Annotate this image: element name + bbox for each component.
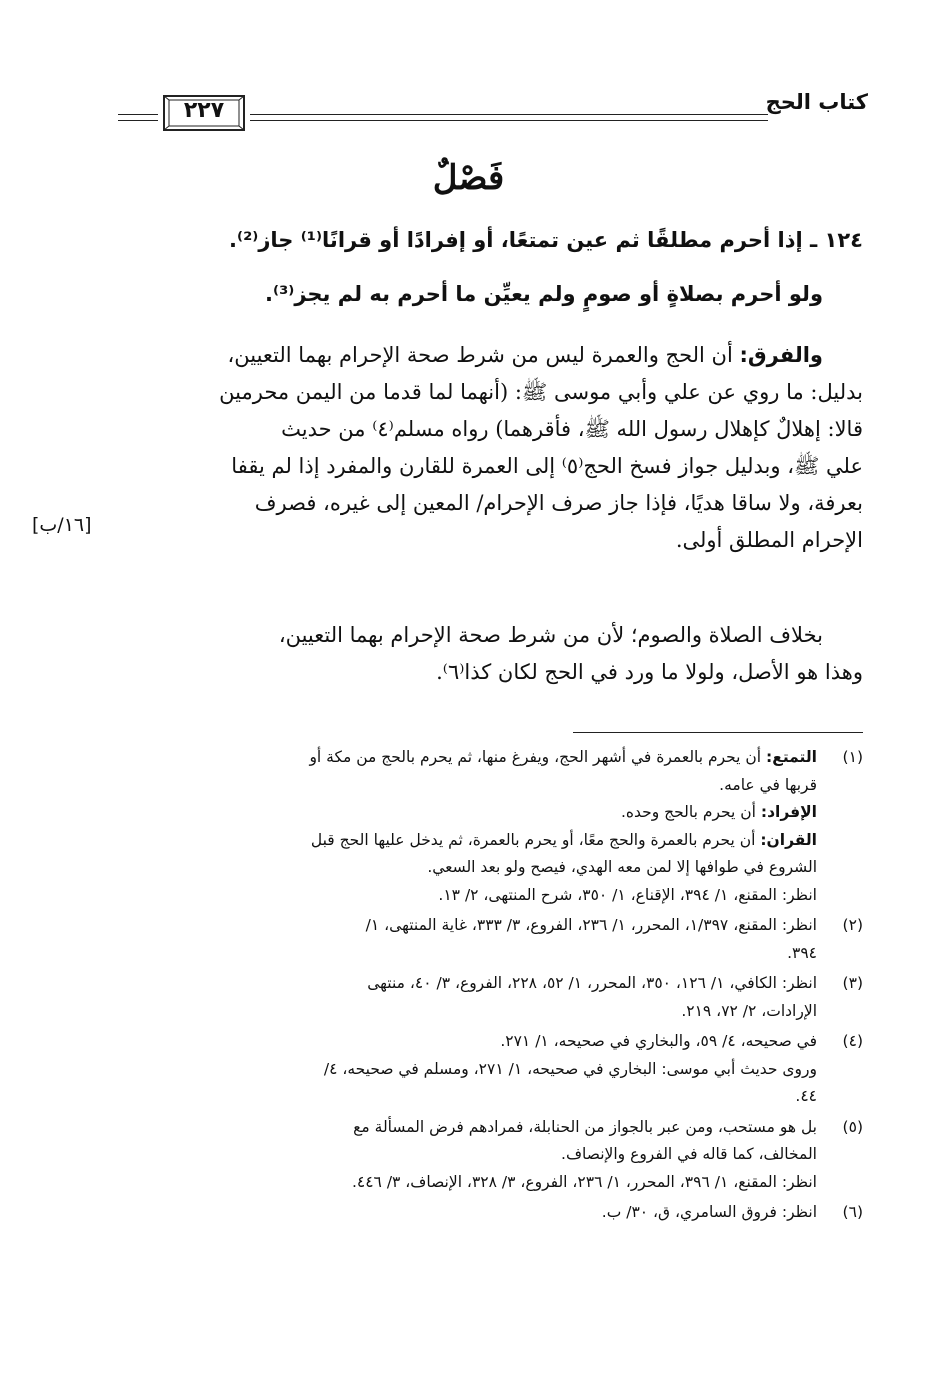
header-rule-left bbox=[118, 114, 158, 121]
paragraph-line: قالا: إهلالٌ كإهلال رسول الله ﷺ، فأقرهما) رواه مسلم⁽٤⁾ من حديث bbox=[281, 417, 863, 441]
footnote-line: قربها في عامه. bbox=[719, 775, 817, 794]
footnote-line: انظر: الكافي، ١/ ١٢٦، ٣٥٠، المحرر، ١/ ٥٢، ٢٢٨، الفروع، ٣/ ٤٠، منتهى bbox=[367, 974, 817, 992]
footnote-separator bbox=[573, 732, 863, 733]
footnote-text: أن يحرم بالحج وحده. bbox=[620, 803, 761, 821]
paragraph-difference bbox=[118, 337, 863, 559]
footnote-line: انظر: المقنع، ١/ ٣٩٦، المحرر، ١/ ٢٣٦، الفروع، ٣/ ٣٢٨، الإنصاف، ٣/ ٤٤٦. bbox=[351, 1172, 817, 1191]
footnote-line bbox=[118, 799, 817, 827]
footnote-line bbox=[118, 744, 817, 772]
footnote-5 bbox=[118, 1114, 863, 1197]
book-title: كتاب الحج bbox=[765, 90, 868, 114]
paragraph-line: وهذا هو الأصل، ولولا ما ورد في الحج لكان كذا⁽٦⁾. bbox=[436, 660, 863, 684]
footnote-line: وروى حديث أبي موسى: البخاري في صحيحه، ١/ ٢٧١، ومسلم في صحيحه، ٤/ bbox=[323, 1059, 817, 1078]
footnote-3 bbox=[118, 970, 863, 1025]
footnote-line: انظر: المقنع، ١/٣٩٧، المحرر، ١/ ٢٣٦، الفروع، ٣/ ٣٣٣، غاية المنتهى، ١/ bbox=[365, 916, 817, 934]
footnotes bbox=[118, 744, 863, 1230]
rule-line-1: ١٢٤ ـ إذا أحرم مطلقًا ثم عين تمتعًا، أو إفرادًا أو قرانًا⁽¹⁾ جاز⁽²⁾. bbox=[229, 228, 863, 252]
paragraph-line: بخلاف الصلاة والصوم؛ لأن من شرط صحة الإحرام بهما التعيين، bbox=[278, 623, 823, 647]
rule-line-2: ولو أحرم بصلاةٍ أو صومٍ ولم يعيِّن ما أحرم به لم يجز⁽³⁾. bbox=[265, 282, 823, 306]
footnote-text: أن يحرم بالعمرة والحج معًا، أو يحرم بالعمرة، ثم يدخل عليها الحج قبل bbox=[310, 830, 761, 849]
footnote-number: (٣) bbox=[842, 974, 863, 992]
footnote-line: الشروع في طوافها إلا لمن معه الهدي، فيصح ولو بعد السعي. bbox=[427, 858, 817, 876]
footnote-line: المخالف، كما قاله في الفروع والإنصاف. bbox=[561, 1145, 817, 1163]
footnote-line: انظر: المقنع، ١/ ٣٩٤، الإقناع، ١/ ٣٥٠، شرح المنتهى، ٢/ ١٣. bbox=[438, 885, 817, 904]
running-header bbox=[118, 88, 868, 132]
footnote-term: القران: bbox=[760, 830, 817, 849]
header-rule bbox=[250, 114, 768, 121]
paragraph-line: بعرفة، ولا ساقا هديًا، فإذا جاز صرف الإحرام/ المعين إلى غيره، فصرف bbox=[254, 491, 863, 515]
footnote-line: بل هو مستحب، ومن عبر بالجواز من الحنابلة، فمرادهم فرض المسألة مع bbox=[353, 1117, 817, 1136]
section-title: فَصْلٌ bbox=[432, 158, 505, 198]
footnote-number: (٦) bbox=[842, 1203, 863, 1221]
footnote-line bbox=[118, 827, 817, 855]
footnote-number: (٤) bbox=[842, 1032, 863, 1050]
footnote-text: أن يحرم بالعمرة في أشهر الحج، ويفرغ منها، ثم يحرم بالحج من مكة أو bbox=[309, 748, 767, 766]
paragraph-lead: والفرق: bbox=[739, 343, 823, 367]
rule-text bbox=[118, 222, 863, 259]
footnote-number: (٢) bbox=[842, 916, 863, 934]
footnote-4 bbox=[118, 1028, 863, 1111]
footnote-term: التمتع: bbox=[766, 748, 817, 766]
paragraph-line: علي ﷺ، وبدليل جواز فسخ الحج⁽٥⁾ إلى العمرة للقارن والمفرد إذا لم يقفا bbox=[231, 454, 863, 478]
footnote-2 bbox=[118, 912, 863, 967]
footnote-term: الإفراد: bbox=[760, 803, 817, 821]
footnote-line: انظر: فروق السامري، ق، ٣٠/ ب. bbox=[601, 1203, 817, 1221]
footnote-number: (٥) bbox=[842, 1117, 863, 1136]
footnote-6 bbox=[118, 1199, 863, 1227]
paragraph-contrast bbox=[118, 617, 863, 691]
footnote-line: ٤٤. bbox=[795, 1087, 817, 1105]
footnote-1 bbox=[118, 744, 863, 909]
footnote-line: الإرادات، ٢/ ٧٢، ٢١٩. bbox=[681, 1001, 817, 1020]
page-number: ٢٢٧ bbox=[183, 98, 225, 123]
paragraph-line-text: أن الحج والعمرة ليس من شرط صحة الإحرام بهما التعيين، bbox=[227, 343, 733, 367]
paragraph-line: الإحرام المطلق أولى. bbox=[675, 528, 863, 552]
footnote-line: في صحيحه، ٤/ ٥٩، والبخاري في صحيحه، ١/ ٢٧١. bbox=[500, 1032, 817, 1050]
footnote-line: ٣٩٤. bbox=[787, 943, 817, 962]
footnote-number: (١) bbox=[842, 748, 863, 766]
paragraph-line: بدليل: ما روي عن علي وأبي موسى ﷺ: (أنهما لما قدما من اليمن محرمين bbox=[219, 380, 863, 404]
manuscript-folio-note: [١٦/ب] bbox=[32, 514, 92, 536]
paragraph-line bbox=[118, 337, 863, 374]
rule-text-2 bbox=[118, 276, 863, 313]
